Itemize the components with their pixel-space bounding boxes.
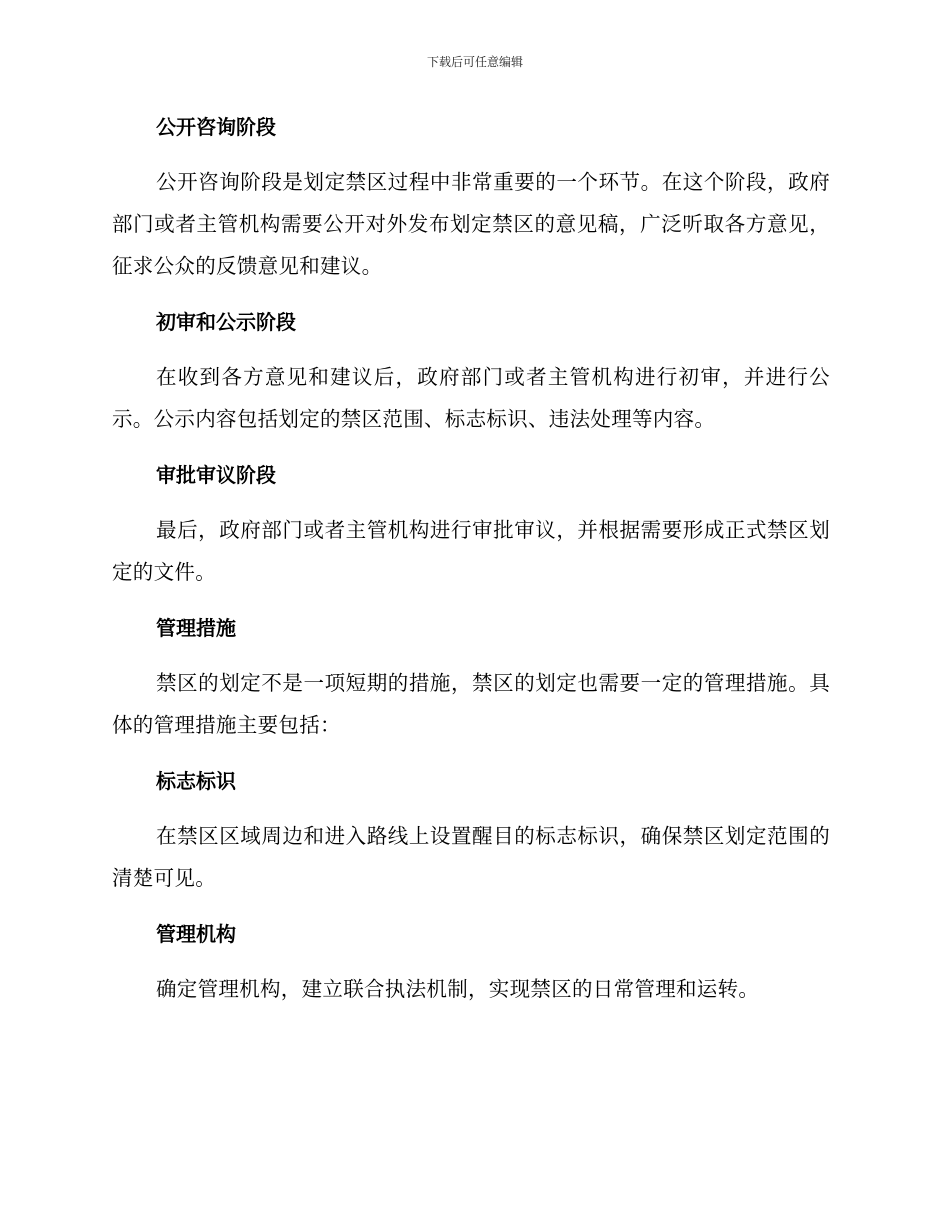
section-heading-public-consultation: 公开咨询阶段 xyxy=(156,115,276,139)
page-header: 下载后可任意编辑 xyxy=(426,55,523,69)
section-paragraph-public-consultation: 公开咨询阶段是划定禁区过程中非常重要的一个环节。在这个阶段，政府部门或者主管机构需要公开对外发布划定禁区的意见稿，广泛听取各方意见，征求公众的反馈意见和建议。 xyxy=(112,170,830,278)
section-heading-preliminary-review: 初审和公示阶段 xyxy=(156,310,296,334)
section-heading-approval: 审批审议阶段 xyxy=(156,463,276,487)
section-paragraph-preliminary-review: 在收到各方意见和建议后，政府部门或者主管机构进行初审，并进行公示。公示内容包括划定的禁区范围、标志标识、违法处理等内容。 xyxy=(112,365,830,431)
document-body xyxy=(112,110,830,1028)
section-paragraph-approval: 最后，政府部门或者主管机构进行审批审议，并根据需要形成正式禁区划定的文件。 xyxy=(112,518,830,584)
section-paragraph-management-agency: 确定管理机构，建立联合执法机制，实现禁区的日常管理和运转。 xyxy=(156,977,760,1001)
section-heading-management-agency: 管理机构 xyxy=(156,922,236,946)
section-paragraph-signage: 在禁区区域周边和进入路线上设置醒目的标志标识，确保禁区划定范围的清楚可见。 xyxy=(112,824,830,890)
section-paragraph-management-measures: 禁区的划定不是一项短期的措施，禁区的划定也需要一定的管理措施。具体的管理措施主要包括： xyxy=(112,671,830,737)
section-heading-signage: 标志标识 xyxy=(156,769,236,793)
section-heading-management-measures: 管理措施 xyxy=(156,616,236,640)
